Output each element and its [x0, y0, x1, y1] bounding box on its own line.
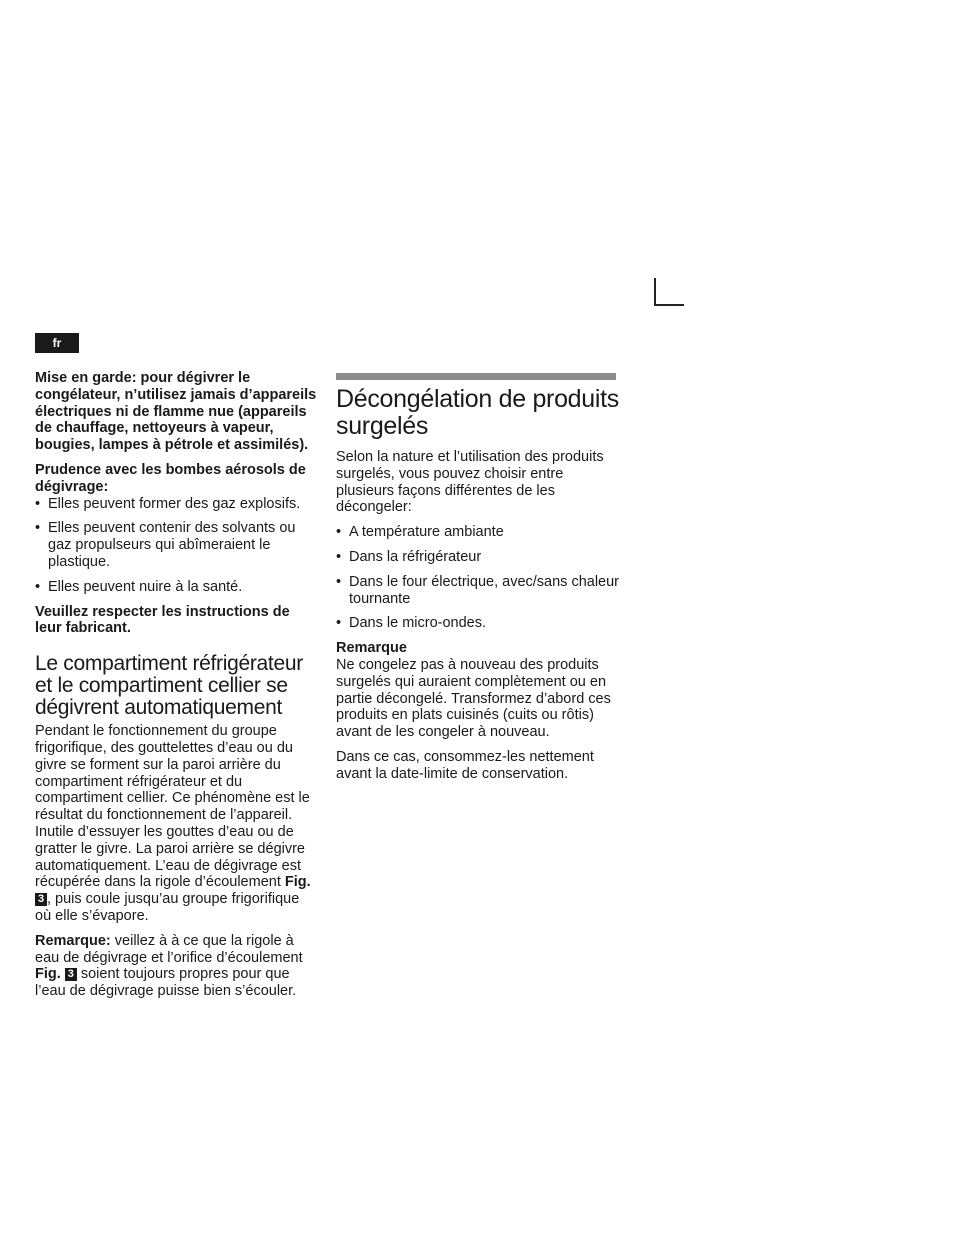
section-divider-bar [336, 373, 616, 380]
crop-mark-horizontal [654, 304, 684, 306]
list-item: • Dans le four électrique, avec/sans chaleur tournante [336, 574, 620, 608]
defrost-note [35, 933, 317, 1000]
closing-text: Dans ce cas, consommez-les nettement avant la date-limite de conservation. [336, 748, 594, 782]
list-item: • Elles peuvent former des gaz explosifs. [35, 496, 317, 513]
list-item: • Dans la réfrigérateur [336, 549, 620, 566]
thawing-intro: Selon la nature et l’utilisation des produits surgelés, vous pouvez choisir entre plusieurs façons différentes de les décongeler: [336, 449, 604, 516]
list-item: • Elles peuvent contenir des solvants ou gaz propulseurs qui abîmeraient le plastique. [35, 520, 317, 570]
aerosol-list [35, 496, 317, 596]
right-column [336, 373, 620, 791]
section-title-thawing: Décongélation de produits surgelés [336, 385, 619, 440]
fig-label: Fig. [284, 874, 311, 891]
fig-number-badge: 3 [35, 893, 47, 906]
language-badge: fr [35, 333, 79, 353]
note-label: Remarque: [35, 932, 111, 949]
left-column [35, 370, 317, 1008]
fig-label: Fig. [35, 966, 61, 983]
aerosol-title: Prudence avec les bombes aérosols de dégivrage: [35, 461, 306, 495]
defrost-body-part2: , puis coule jusqu’au groupe frigorifique où elle s’évapore. [35, 891, 300, 924]
list-item: • Elles peuvent nuire à la santé. [35, 579, 317, 596]
note-part1: veillez à à ce que la rigole à eau de dégivrage et l’orifice d’écoulement [35, 932, 303, 966]
defrost-body-part1: Pendant le fonctionnement du groupe frigorifique, des gouttelettes d’eau ou du givre se forment sur la paroi arrière du compartiment réfrigérateur et du compartiment cellier. Ce phénomène est le résultat du fonctionnement de l’appareil. Inutile d’essuyer les gouttes d’eau ou de gratter le givre. La paroi arrière se dégivre automatiquement. L’eau de dégivrage est récupérée dans la rigole d’écoulement [35, 723, 310, 891]
thawing-methods-list [336, 524, 620, 632]
defrost-body [35, 723, 317, 925]
warning-text: Mise en garde: pour dégivrer le congélateur, n’utilisez jamais d’appareils électriques ni de flamme nue (appareils de chauffage, nettoyeurs à vapeur, bougies, lampes à pétrole et assimilés). [35, 370, 317, 454]
section-title-defrost-auto: Le compartiment réfrigérateur et le compartiment cellier se dégivrent automatiquement [35, 652, 303, 720]
instructions-text: Veuillez respecter les instructions de leur fabricant. [35, 603, 290, 637]
note-part2: soient toujours propres pour que l’eau de dégivrage puisse bien s’écouler. [35, 966, 297, 1000]
list-item: • Dans le micro-ondes. [336, 615, 620, 632]
crop-mark-vertical [654, 278, 656, 306]
fig-number-badge: 3 [65, 968, 77, 981]
note-body: Ne congelez pas à nouveau des produits surgelés qui auraient complètement ou en partie décongelé. Transformez d’abord ces produits en plats cuisinés (cuits ou rôtis) avant de les congeler à nouveau. [336, 656, 611, 741]
note-title: Remarque [336, 640, 407, 657]
list-item: • A température ambiante [336, 524, 620, 541]
